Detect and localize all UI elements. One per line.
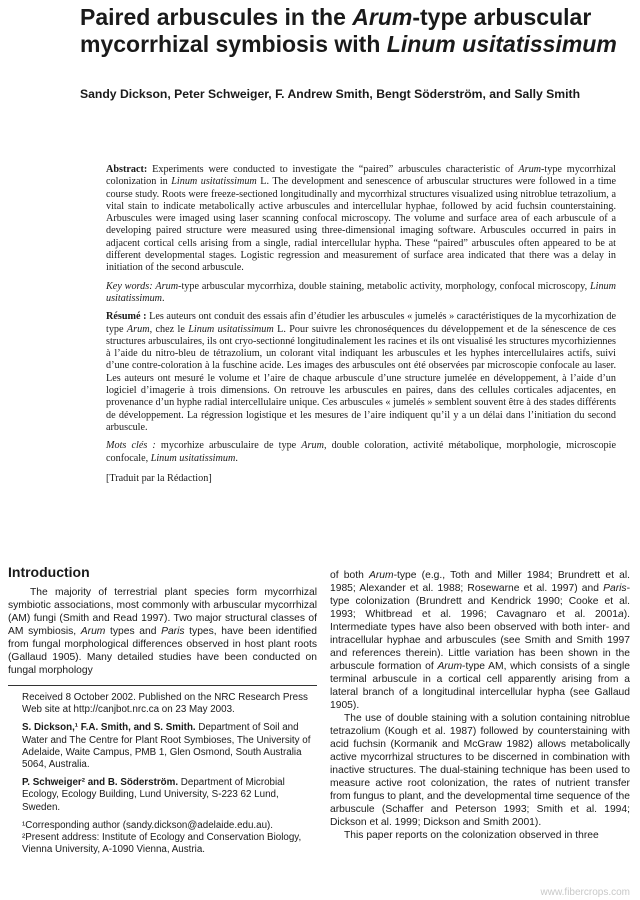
- article-info-box: [8, 685, 317, 856]
- footnote-present-address: ²Present address: Institute of Ecology and Conservation Biology, Vienna University, A-1090 Vienna, Austria.: [22, 832, 302, 856]
- resume-italic: Arum: [126, 323, 150, 335]
- resume-text: Les auteurs ont conduit des essais afin d’étudier les arbuscules « jumelés » caractéristiques de la mycorhization de type: [106, 311, 616, 335]
- motscles-text: , double coloration, activité métabolique, morphologie, microscopie confocale,: [106, 440, 616, 464]
- affiliation-authors: P. Schweiger² and B. Söderström.: [22, 777, 179, 789]
- keywords-text: .: [162, 292, 165, 304]
- abstract-paragraph: [106, 164, 616, 275]
- affiliation-address: Department of Soil and Water and The Centre for Plant Root Symbioses, The University of Adelaide, Waite Campus, PMB 1, Glen Osmond, South Australia 5064, Australia.: [22, 722, 311, 771]
- intro-italic: Arum: [437, 661, 463, 672]
- section-heading-introduction: Introduction: [8, 564, 90, 580]
- intro-text: -type (e.g., Toth and Miller 1984; Brundrett et al. 1985; Alexander et al. 1988; Rosewarne et al. 1997) and: [330, 570, 630, 594]
- title-text: -type arbuscular: [412, 4, 592, 30]
- abstract-italic: Linum usitatissimum: [171, 176, 257, 188]
- motscles-text: .: [235, 452, 238, 464]
- intro-italic: Arum: [368, 570, 394, 581]
- abstract-section: [106, 164, 616, 491]
- abstract-italic: Arum: [518, 164, 542, 175]
- title-text: mycorrhizal symbiosis with: [80, 31, 387, 57]
- intro-paragraph-continued: [330, 569, 630, 712]
- motscles-italic: Linum usitatissimum: [150, 452, 236, 464]
- keywords-paragraph: [106, 281, 616, 306]
- intro-paragraph-staining: The use of double staining with a solution containing nitroblue tetrazolium (Kough et al. 1987) followed by counterstaining with acid fuchsin (Kormanik and McGraw 1982) allows metabolically active mycorrhizal structures to be discerned in combination with inactive structures. The dual-staining technique has been used to measure active root colonization, the rates of nutrient transfer from fungus to plant, and the developmental time sequence of the arbuscule (Schaffer and Peterson 1993; Smith et al. 1994; Dickson et al. 1999; Dickson and Smith 2001).: [330, 713, 630, 828]
- intro-italic: Paris: [161, 626, 185, 637]
- keywords-text: -type arbuscular mycorrhiza, double staining, metabolic activity, morphology, confocal microscopy,: [178, 280, 590, 292]
- watermark-text: www.fibercrops.com: [540, 887, 630, 898]
- affiliation-address: Department of Microbial Ecology, Ecology Building, Lund University, S-223 62 Lund, Sweden.: [22, 777, 285, 813]
- abstract-text: L. The development and senescence of arbuscular structures were followed in a time course study. Roots were freeze-sectioned longitudinally and mycorrhizal structures visualized using nitroblue tetrazolium, a vital stain to indicate metabolically active arbuscules and intercellular hyphae, followed by acid fuchsin counterstaining. Arbuscules were imaged using laser scanning confocal microscopy. The volume and surface area of each arbuscule of a developing paired structure were measured using three-dimensional imaging software. Arbuscules occurred in pairs in adjacent cortical cells arising from a single, radial intercellular hypha. These “paired” arbuscules often appeared to be at different developmental stages. Logistic regression and measurement of surface area indicated that there was a delay in initiation of the second arbuscule.: [106, 176, 617, 274]
- affiliation-1: [22, 722, 311, 771]
- title-text: Paired arbuscules in the: [80, 4, 353, 30]
- motscles-label: Mots clés :: [106, 440, 156, 452]
- intro-text: -type AM, which consists of a single terminal arbuscule in a cortical cell apparently arising from a lateral branch of a longitudinal intercellular hypha (see Gallaud 1905).: [330, 661, 630, 711]
- abstract-label: Abstract:: [106, 164, 148, 175]
- resume-text: L. Pour suivre les chronoséquences du développement et de la sénescence de ces structures arbusculaires, ils ont cryo-sectionné longitudinalement les racines et ils ont visualisé les structures mycorhiziennes à l’aide du nitro-bleu de tétrazolium, un colorant vital indiquant les arbuscules et les hyphes intercellulaires actifs, suivi d’une contre-coloration à la fuschine acide. Les images des arbuscules ont été observées par microscopie confocale au laser. Les auteurs ont mesuré le volume et l’aire de chaque arbuscule d’une structure jumelée en développement, à l’aide d’un logiciel d’imagerie à trois dimensions. On retrouve les arbuscules en paires, dans des cellules corticales adjacentes, en provenance d’un hyphe radial intercellulaire unique. Ces arbuscules « jumelés » semblent souvent être à des stades différents de développement. La régression logistique et les mesures de l’aire indiquent qu’il y a un délai dans l’initiation du second arbuscule.: [106, 323, 616, 433]
- resume-paragraph: [106, 311, 616, 434]
- translator-note: [Traduit par la Rédaction]: [106, 472, 212, 484]
- intro-text: ). Intermediate types have also been observed with both inter- and intracellular hyphae and arbuscules (see Smith and Smith 1997 and references therein). Little variation has been shown in the arbuscule formation of: [330, 609, 630, 672]
- keywords-italic: Arum: [155, 280, 179, 292]
- intro-italic: a: [617, 609, 624, 620]
- right-column: [330, 569, 630, 842]
- resume-label: Résumé :: [106, 311, 147, 323]
- intro-text: The majority of terrestrial plant species form mycorrhizal symbiotic associations, most commonly with arbuscular mycorrhizal (AM) fungi (Smith and Read 1997). Two major structural classes of AM symbiosis,: [8, 587, 317, 637]
- intro-italic: Paris: [603, 583, 627, 594]
- abstract-text: -type mycorrhizal colonization in: [106, 164, 616, 188]
- resume-text: , chez le: [149, 323, 189, 335]
- left-column: [8, 564, 317, 862]
- motscles-text: mycorhize arbusculaire de type: [155, 440, 302, 452]
- footnote-corresponding: ¹Corresponding author (sandy.dickson@adelaide.edu.au).: [22, 819, 274, 831]
- abstract-text: Experiments were conducted to investigate the “paired” arbuscules characteristic of: [147, 164, 519, 175]
- title-italic-species: Linum usitatissimum: [386, 31, 617, 57]
- keywords-label: Key words:: [106, 280, 153, 292]
- intro-text: of both: [330, 570, 369, 581]
- author-list: Sandy Dickson, Peter Schweiger, F. Andrew Smith, Bengt Söderström, and Sally Smith: [80, 87, 581, 101]
- keywords-italic: Linum usitatissimum: [106, 280, 616, 304]
- motscles-paragraph: [106, 440, 616, 465]
- intro-text: types, have been identified from fungal morphological differences observed in host plant roots (Gallaud 1905). Many detailed studies have been conducted on fungal morphology: [8, 626, 317, 676]
- intro-italic: Arum: [80, 626, 106, 637]
- affiliation-2: [22, 777, 311, 814]
- intro-paragraph-report: This paper reports on the colonization observed in three: [344, 830, 599, 841]
- intro-text: types and: [105, 626, 162, 637]
- intro-paragraph: [8, 586, 317, 677]
- motscles-italic: Arum: [301, 440, 324, 452]
- resume-italic: Linum usitatissimum: [188, 323, 274, 335]
- intro-text: -type colonization (Brundrett and Kendrick 1990; Cooke et al. 1993; Whitbread et al. 1996; Cavagnaro et al. 2001: [330, 583, 630, 620]
- article-title: [80, 4, 625, 58]
- title-italic-genus: Arum: [352, 4, 413, 30]
- received-note: Received 8 October 2002. Published on the NRC Research Press Web site at http://canjbot.nrc.ca on 23 May 2003.: [22, 692, 308, 716]
- affiliation-authors: S. Dickson,¹ F.A. Smith, and S. Smith.: [22, 722, 196, 734]
